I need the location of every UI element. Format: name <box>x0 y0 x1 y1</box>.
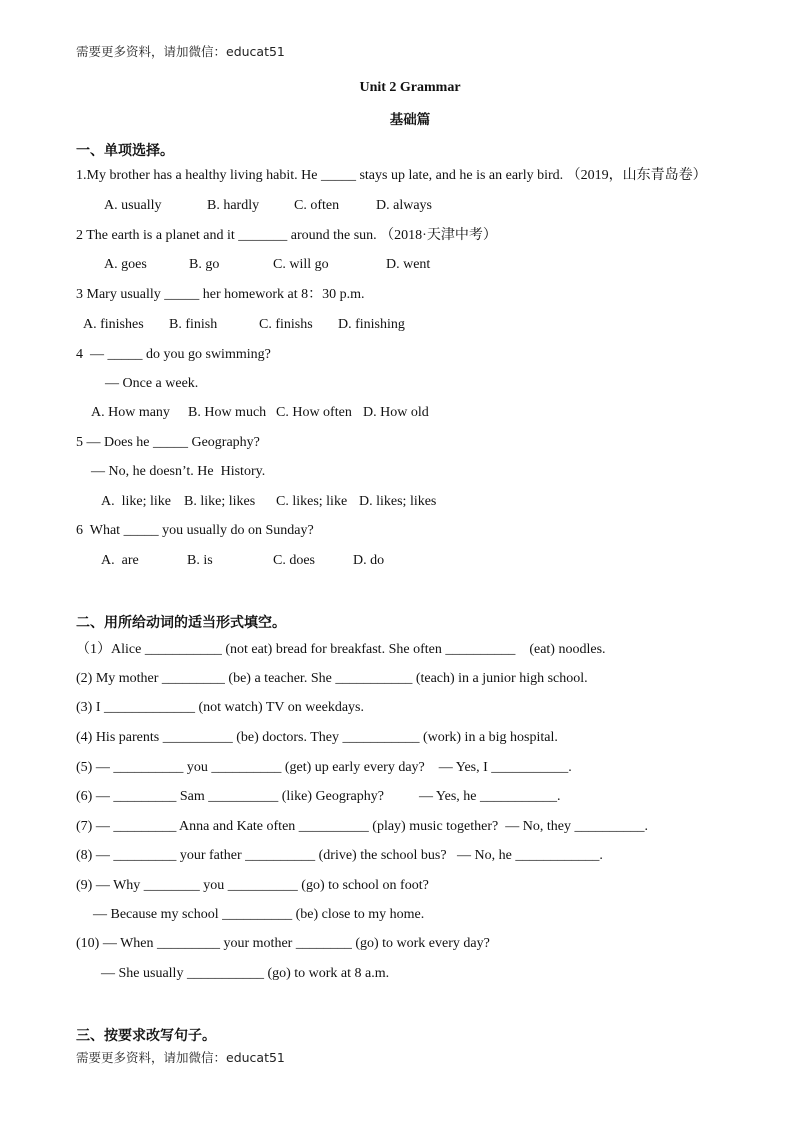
document-subtitle: 基础篇 <box>389 112 431 128</box>
option: D. How old <box>363 405 429 420</box>
option: B. finish <box>169 317 218 332</box>
fill-in-item: （1）Alice ___________ (not eat) bread for breakfast. She often __________ (eat) noodles. <box>76 642 606 657</box>
option: C. How often <box>276 405 352 420</box>
option: C. will go <box>273 257 329 272</box>
option: B. is <box>187 553 213 568</box>
fill-in-item: (2) My mother _________ (be) a teacher. She ___________ (teach) in a junior high school. <box>76 671 588 686</box>
option: A. finishes <box>83 317 144 332</box>
question-6-stem: 6 What _____ you usually do on Sunday? <box>76 523 314 538</box>
option: C. does <box>273 553 315 568</box>
fill-in-item: (3) I _____________ (not watch) TV on weekdays. <box>76 700 364 715</box>
question-4-reply: — Once a week. <box>105 376 199 391</box>
option: B. hardly <box>207 198 260 213</box>
option: A. goes <box>104 257 147 272</box>
question-3-stem: 3 Mary usually _____ her homework at 8：30 p.m. <box>76 287 365 302</box>
question-2-stem: 2 The earth is a planet and it _______ around the sun. （2018·天津中考） <box>76 228 497 243</box>
question-1-stem: 1.My brother has a healthy living habit. He _____ stays up late, and he is an early bird. （2019，山东青岛卷） <box>76 168 707 183</box>
question-5-reply: — No, he doesn’t. He History. <box>91 464 266 479</box>
fill-in-item: (6) — _________ Sam __________ (like) Geography? — Yes, he ___________. <box>76 789 561 804</box>
option: C. finishs <box>259 317 313 332</box>
option: D. went <box>386 257 431 272</box>
fill-in-item: (4) His parents __________ (be) doctors. They ___________ (work) in a big hospital. <box>76 730 558 745</box>
fill-in-item: (7) — _________ Anna and Kate often __________ (play) music together? — No, they __________. <box>76 819 648 834</box>
option: A. usually <box>104 198 162 213</box>
header-note: 需要更多资料，请加微信：educat51 <box>76 44 285 59</box>
fill-in-item: (8) — _________ your father __________ (drive) the school bus? — No, he ____________. <box>76 848 603 863</box>
option: D. always <box>376 198 432 213</box>
section2-heading: 二、用所给动词的适当形式填空。 <box>76 615 286 631</box>
question-5-stem: 5 — Does he _____ Geography? <box>76 435 260 450</box>
option: C. likes; like <box>276 494 348 509</box>
fill-in-item: — Because my school __________ (be) close to my home. <box>93 907 425 922</box>
footer-note: 需要更多资料，请加微信：educat51 <box>76 1050 285 1065</box>
option: B. How much <box>188 405 267 420</box>
option: A. How many <box>91 405 170 420</box>
section3-heading: 三、按要求改写句子。 <box>76 1028 216 1044</box>
fill-in-item: (9) — Why ________ you __________ (go) to school on foot? <box>76 878 429 893</box>
option: D. do <box>353 553 385 568</box>
section1-heading: 一、单项选择。 <box>76 143 174 159</box>
option: A. like; like <box>101 494 171 509</box>
option: C. often <box>294 198 340 213</box>
option: D. finishing <box>338 317 405 332</box>
option: B. go <box>189 257 220 272</box>
fill-in-item: (10) — When _________ your mother ________ (go) to work every day? <box>76 936 490 951</box>
option: A. are <box>101 553 139 568</box>
option: D. likes; likes <box>359 494 437 509</box>
document-title: Unit 2 Grammar <box>359 80 461 95</box>
option: B. like; likes <box>184 494 256 509</box>
question-4-stem: 4 — _____ do you go swimming? <box>76 347 271 362</box>
fill-in-item: (5) — __________ you __________ (get) up early every day? — Yes, I ___________. <box>76 760 572 775</box>
fill-in-item: — She usually ___________ (go) to work at 8 a.m. <box>101 966 390 981</box>
